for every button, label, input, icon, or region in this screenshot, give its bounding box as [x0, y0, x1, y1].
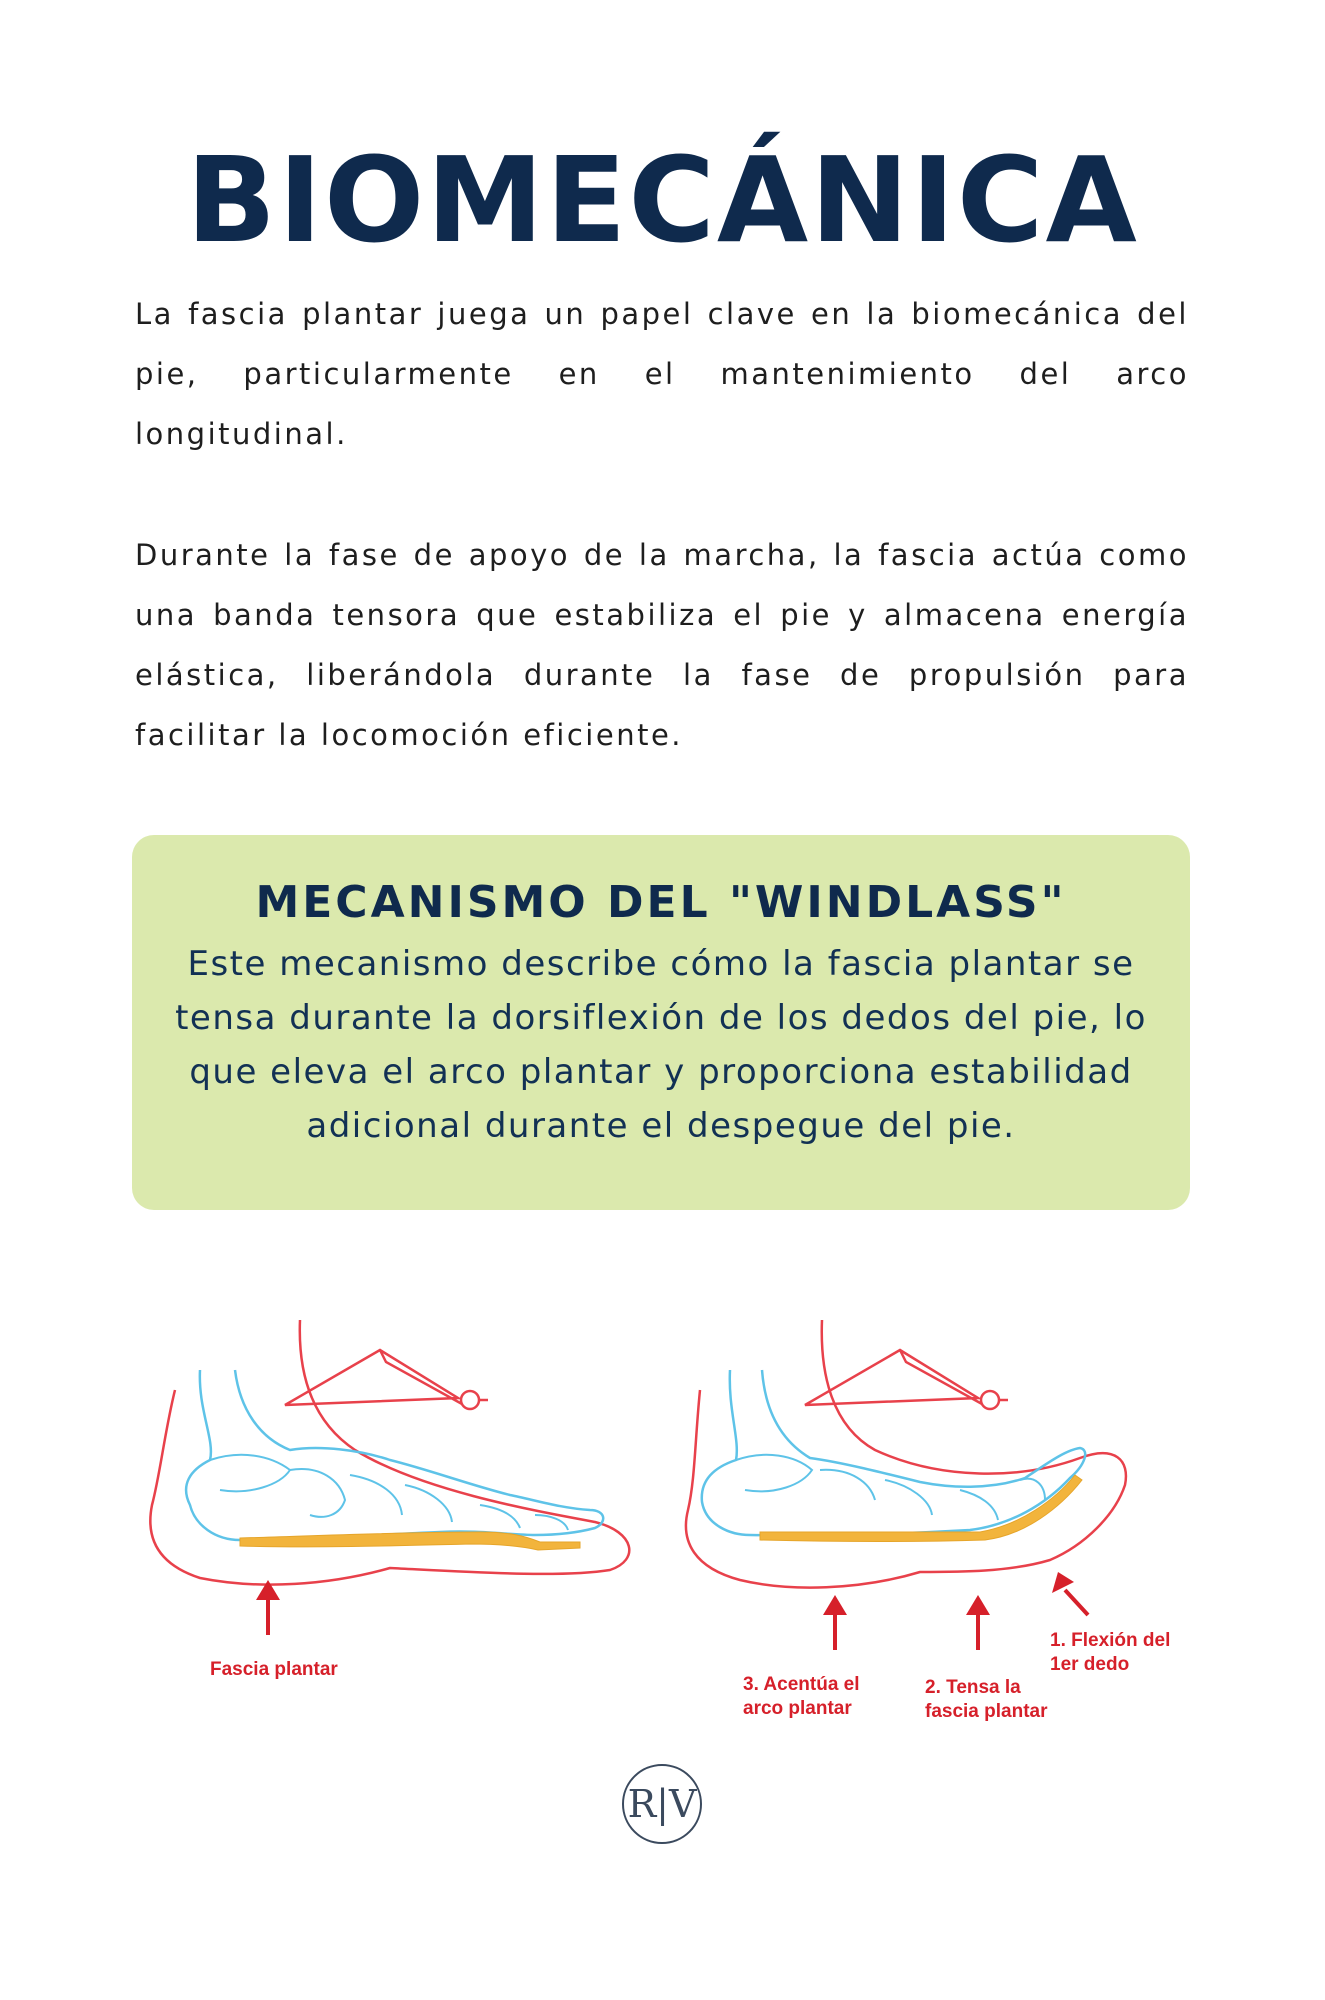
foot-bones-right	[702, 1370, 1085, 1535]
page-title: BIOMECÁNICA	[186, 131, 1139, 269]
arrow-step-2	[966, 1595, 990, 1650]
intro-paragraph-2: Durante la fase de apoyo de la marcha, la fascia actúa como una banda tensora que estabiliza el pie y almacena energía elástica, liberándola durante la fase de propulsión para facilitar la locomoción eficiente.	[135, 538, 1189, 752]
logo-text: R|V	[627, 1782, 697, 1826]
arrow-step-1	[1052, 1572, 1088, 1615]
windlass-description: Este mecanismo describe cómo la fascia plantar se tensa durante la dorsiflexión de los dedos del pie, lo que eleva el arco plantar y proporciona estabilidad adicional durante el despegue del pie.	[175, 944, 1147, 1146]
windlass-title: MECANISMO DEL "WINDLASS"	[255, 877, 1067, 928]
brand-logo	[620, 1762, 704, 1846]
label-step-3-line-1: 3. Acentúa el	[743, 1674, 860, 1695]
label-step-2-line-2: fascia plantar	[925, 1701, 1048, 1722]
label-step-3-line-2: arco plantar	[743, 1698, 852, 1719]
foot-diagram-windlass	[686, 1320, 1170, 1722]
windlass-card	[132, 835, 1190, 1210]
intro-paragraph-1: La fascia plantar juega un papel clave en la biomecánica del pie, particularmente en el mantenimiento del arco longitudinal.	[135, 297, 1189, 451]
label-step-1-line-1: 1. Flexión del	[1050, 1630, 1171, 1651]
arrow-step-3	[823, 1595, 847, 1650]
foot-diagram-neutral	[150, 1320, 629, 1680]
label-step-1-line-2: 1er dedo	[1050, 1654, 1130, 1675]
label-step-2-line-1: 2. Tensa la	[925, 1677, 1021, 1698]
arrow-fascia-left	[256, 1580, 280, 1635]
label-fascia-plantar: Fascia plantar	[210, 1659, 338, 1680]
windlass-diagram	[140, 1310, 1190, 1740]
